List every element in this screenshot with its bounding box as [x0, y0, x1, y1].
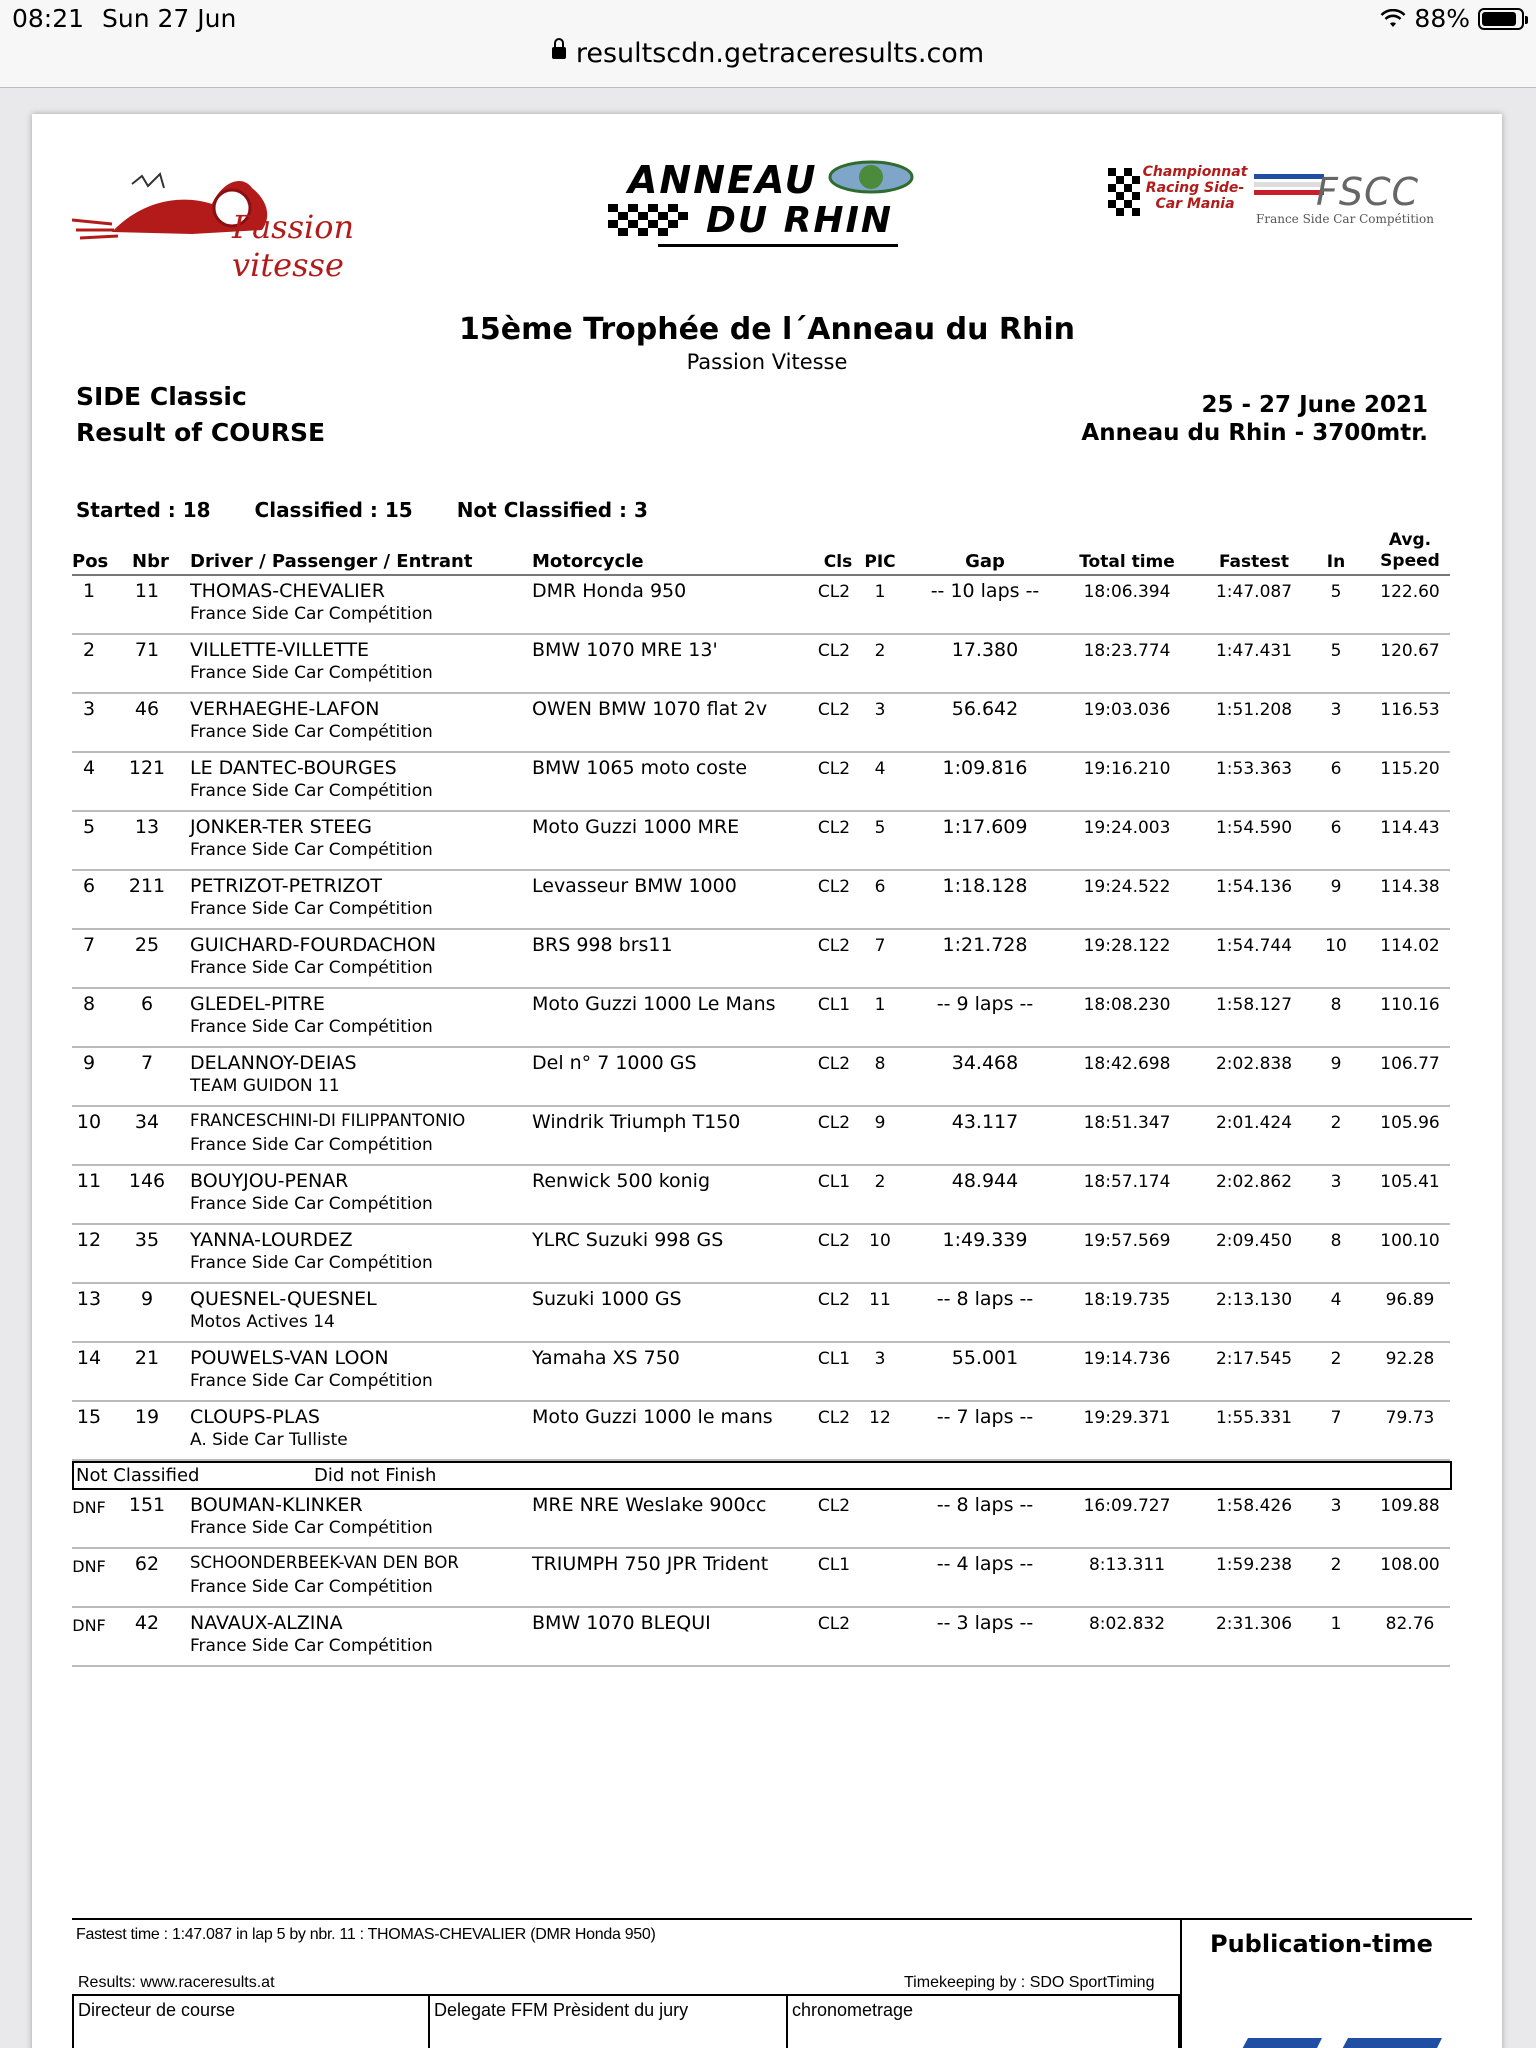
cell-pos: 11	[76, 1170, 102, 1192]
cell-moto: TRIUMPH 750 JPR Trident	[532, 1553, 769, 1575]
cell-cls: CL1	[817, 995, 851, 1015]
cell-pic: 2	[874, 1172, 886, 1192]
cell-in: 9	[1330, 1054, 1342, 1074]
cell-nbr: 7	[140, 1052, 154, 1074]
cell-cls: CL1	[817, 1349, 851, 1369]
cell-cls: CL2	[817, 641, 851, 661]
url-text: resultscdn.getraceresults.com	[575, 38, 985, 69]
cell-cls: CL1	[817, 1555, 851, 1575]
cell-total: 18:57.174	[1083, 1172, 1171, 1192]
cell-pos: 12	[76, 1229, 102, 1251]
cell-moto: Moto Guzzi 1000 Le Mans	[532, 993, 776, 1015]
cell-team: France Side Car Compétition	[190, 1017, 433, 1037]
cell-nbr: 42	[134, 1612, 160, 1634]
cell-team: France Side Car Compétition	[190, 1371, 433, 1391]
cell-pic: 1	[874, 995, 886, 1015]
status-right	[1380, 4, 1524, 33]
cell-total: 8:13.311	[1088, 1555, 1166, 1575]
cell-cls: CL2	[817, 1290, 851, 1310]
cell-speed: 82.76	[1385, 1614, 1435, 1634]
cell-driver: JONKER-TER STEEG	[190, 816, 373, 838]
cell-gap: 55.001	[951, 1347, 1019, 1369]
table-row	[72, 989, 1450, 1048]
racing-side-car-mania-text: Championnat Racing Side-Car Mania	[1142, 164, 1248, 212]
cell-pos: 13	[76, 1288, 102, 1310]
cell-team: Motos Actives 14	[190, 1312, 335, 1332]
cell-nbr: 6	[140, 993, 154, 1015]
cell-speed: 115.20	[1380, 759, 1440, 779]
cell-in: 6	[1330, 818, 1342, 838]
table-row	[72, 694, 1450, 753]
anneau-du-rhin-logo	[608, 158, 908, 248]
publication-label: Publication-time	[1210, 1930, 1433, 1958]
cell-pic: 8	[874, 1054, 886, 1074]
fscc-logo	[1108, 164, 1488, 234]
cell-moto: Suzuki 1000 GS	[532, 1288, 682, 1310]
cell-moto: BMW 1065 moto coste	[532, 757, 748, 779]
col-driver: Driver / Passenger / Entrant	[190, 551, 473, 572]
cell-fastest: 1:51.208	[1215, 700, 1293, 720]
globe-icon	[828, 160, 914, 194]
cell-speed: 79.73	[1385, 1408, 1435, 1428]
cell-team: France Side Car Compétition	[190, 1518, 433, 1538]
cell-pic: 4	[874, 759, 886, 779]
cell-in: 6	[1330, 759, 1342, 779]
cell-cls: CL2	[817, 818, 851, 838]
cell-pos: 9	[82, 1052, 96, 1074]
cell-driver: PETRIZOT-PETRIZOT	[190, 875, 383, 897]
cell-driver: POUWELS-VAN LOON	[190, 1347, 389, 1369]
battery-percent: 88%	[1414, 4, 1470, 33]
cell-nbr: 211	[128, 875, 166, 897]
cell-fastest: 1:55.331	[1215, 1408, 1293, 1428]
cell-nbr: 35	[134, 1229, 160, 1251]
cell-fastest: 2:13.130	[1215, 1290, 1293, 1310]
cell-team: France Side Car Compétition	[190, 840, 433, 860]
stat-classified: Classified : 15	[254, 498, 413, 522]
cell-moto: BMW 1070 MRE 13'	[532, 639, 718, 661]
col-fastest: Fastest	[1218, 552, 1290, 572]
cell-total: 18:42.698	[1083, 1054, 1171, 1074]
cell-speed: 105.96	[1380, 1113, 1440, 1133]
cell-driver: QUESNEL-QUESNEL	[190, 1288, 377, 1310]
col-nbr: Nbr	[132, 551, 169, 572]
cell-in: 1	[1330, 1614, 1342, 1634]
cell-cls: CL2	[817, 1054, 851, 1074]
cell-speed: 105.41	[1380, 1172, 1440, 1192]
cell-pos: 15	[76, 1406, 102, 1428]
cell-total: 19:24.522	[1083, 877, 1171, 897]
table-row	[72, 1225, 1450, 1284]
cell-pos: 4	[82, 757, 96, 779]
cell-speed: 110.16	[1380, 995, 1440, 1015]
cell-pic: 10	[869, 1231, 891, 1251]
cell-cls: CL1	[817, 1172, 851, 1192]
cell-gap: 1:21.728	[942, 934, 1028, 956]
cell-in: 9	[1330, 877, 1342, 897]
col-avg-label: Avg.	[1388, 530, 1432, 550]
col-total-time: Total time	[1079, 552, 1175, 572]
ffm-logo-icon	[1212, 2028, 1452, 2048]
event-dates: 25 - 27 June 2021	[1201, 392, 1428, 418]
cell-cls: CL2	[817, 1614, 851, 1634]
cell-pos: 14	[76, 1347, 102, 1369]
cell-nbr: 9	[140, 1288, 154, 1310]
checkered-flag-icon	[608, 204, 688, 238]
cell-fastest: 1:59.238	[1215, 1555, 1293, 1575]
cell-gap: 48.944	[951, 1170, 1019, 1192]
cell-in: 2	[1330, 1349, 1342, 1369]
cell-moto: YLRC Suzuki 998 GS	[532, 1229, 724, 1251]
cell-cls: CL2	[817, 1113, 851, 1133]
col-in: In	[1326, 552, 1346, 572]
cell-pos: 7	[82, 934, 96, 956]
cell-in: 5	[1330, 641, 1342, 661]
cell-moto: Levasseur BMW 1000	[532, 875, 737, 897]
cell-speed: 100.10	[1380, 1231, 1440, 1251]
cell-cls: CL2	[817, 1408, 851, 1428]
anneau-text: ANNEAU	[628, 158, 818, 202]
dnf-row	[72, 1490, 1450, 1549]
cell-driver: CLOUPS-PLAS	[190, 1406, 320, 1428]
fscc-text: FSCC	[1316, 170, 1420, 214]
cell-moto: OWEN BMW 1070 flat 2v	[532, 698, 768, 720]
cell-speed: 116.53	[1380, 700, 1440, 720]
cell-speed: 109.88	[1380, 1496, 1440, 1516]
cell-gap: -- 9 laps --	[936, 993, 1034, 1015]
cell-pic: 3	[874, 1349, 886, 1369]
cell-in: 10	[1325, 936, 1347, 956]
session-label: Result of COURSE	[76, 418, 326, 447]
cell-pic: 6	[874, 877, 886, 897]
cell-total: 18:23.774	[1083, 641, 1171, 661]
cell-moto: Renwick 500 konig	[532, 1170, 711, 1192]
cell-moto: Del n° 7 1000 GS	[532, 1052, 697, 1074]
stat-started: Started : 18	[76, 498, 211, 522]
cell-fastest: 2:02.838	[1215, 1054, 1293, 1074]
cell-team: France Side Car Compétition	[190, 899, 433, 919]
cell-nbr: 71	[134, 639, 160, 661]
cell-fastest: 2:31.306	[1215, 1614, 1293, 1634]
cell-in: 5	[1330, 582, 1342, 602]
cell-in: 2	[1330, 1113, 1342, 1133]
cell-team: France Side Car Compétition	[190, 781, 433, 801]
cell-pos: DNF	[72, 1616, 106, 1635]
cell-pic: 3	[874, 700, 886, 720]
cell-total: 19:16.210	[1083, 759, 1171, 779]
cell-total: 19:24.003	[1083, 818, 1171, 838]
cell-moto: Yamaha XS 750	[532, 1347, 680, 1369]
cell-total: 19:57.569	[1083, 1231, 1171, 1251]
col-pic: PIC	[864, 552, 896, 572]
cell-fastest: 2:01.424	[1215, 1113, 1293, 1133]
table-row	[72, 1048, 1450, 1107]
cell-team: France Side Car Compétition	[190, 663, 433, 683]
cell-speed: 122.60	[1380, 582, 1440, 602]
cell-nbr: 46	[134, 698, 160, 720]
lock-icon	[552, 47, 566, 59]
cell-driver: FRANCESCHINI-DI FILIPPANTONIO	[190, 1111, 466, 1130]
cell-pic: 7	[874, 936, 886, 956]
cell-pic: 11	[869, 1290, 891, 1310]
cell-speed: 96.89	[1385, 1290, 1435, 1310]
cell-fastest: 1:58.127	[1215, 995, 1293, 1015]
cell-speed: 120.67	[1380, 641, 1440, 661]
table-row	[72, 871, 1450, 930]
cell-in: 7	[1330, 1408, 1342, 1428]
cell-team: France Side Car Compétition	[190, 1194, 433, 1214]
cell-speed: 114.38	[1380, 877, 1440, 897]
cell-driver: GUICHARD-FOURDACHON	[190, 934, 437, 956]
cell-driver: YANNA-LOURDEZ	[190, 1229, 353, 1251]
cell-nbr: 19	[134, 1406, 160, 1428]
cell-gap: -- 10 laps --	[930, 580, 1040, 602]
cell-driver: NAVAUX-ALZINA	[190, 1612, 343, 1634]
cell-fastest: 1:58.426	[1215, 1496, 1293, 1516]
cell-total: 8:02.832	[1088, 1614, 1166, 1634]
cell-total: 18:51.347	[1083, 1113, 1171, 1133]
cell-nbr: 25	[134, 934, 160, 956]
cell-gap: 1:18.128	[942, 875, 1028, 897]
cell-total: 18:06.394	[1083, 582, 1171, 602]
cell-driver: GLEDEL-PITRE	[190, 993, 325, 1015]
cell-cls: CL2	[817, 582, 851, 602]
cell-pos: 1	[82, 580, 96, 602]
cell-driver: SCHOONDERBEEK-VAN DEN BOR	[190, 1553, 459, 1572]
cell-fastest: 1:47.087	[1215, 582, 1293, 602]
cell-pos: 5	[82, 816, 96, 838]
cell-total: 18:08.230	[1083, 995, 1171, 1015]
stat-not-classified: Not Classified : 3	[456, 498, 648, 522]
cell-driver: THOMAS-CHEVALIER	[190, 580, 385, 602]
french-stripes-icon	[1254, 172, 1324, 198]
status-time: 08:21	[12, 4, 85, 33]
cell-pos: 2	[82, 639, 96, 661]
col-cls: Cls	[823, 552, 853, 572]
cell-nbr: 11	[134, 580, 160, 602]
cell-gap: 1:49.339	[942, 1229, 1028, 1251]
cell-pic: 5	[874, 818, 886, 838]
cell-speed: 114.43	[1380, 818, 1440, 838]
url-bar[interactable]	[0, 36, 1536, 88]
col-avg-speed	[1372, 530, 1448, 572]
cell-gap: 43.117	[951, 1111, 1019, 1133]
cell-total: 16:09.727	[1083, 1496, 1171, 1516]
cell-driver: BOUYJOU-PENAR	[190, 1170, 349, 1192]
table-row	[72, 1284, 1450, 1343]
du-rhin-text: DU RHIN	[706, 200, 894, 241]
cell-speed: 92.28	[1385, 1349, 1435, 1369]
cell-gap: 56.642	[951, 698, 1019, 720]
event-subtitle: Passion Vitesse	[686, 350, 848, 374]
timekeeping-note: Timekeeping by : SDO SportTiming	[904, 1974, 1155, 1991]
cell-team: France Side Car Compétition	[190, 1636, 433, 1656]
signature-box-delegate: Delegate FFM Prèsident du jury	[428, 1996, 786, 2048]
category-label: SIDE Classic	[76, 382, 247, 411]
url-display[interactable]	[0, 38, 1536, 69]
cell-pic: 9	[874, 1113, 886, 1133]
cell-pos: DNF	[72, 1557, 106, 1576]
table-row	[72, 1402, 1450, 1461]
cell-in: 8	[1330, 995, 1342, 1015]
cell-gap: 17.380	[951, 639, 1019, 661]
cell-speed: 114.02	[1380, 936, 1440, 956]
fastest-lap-note: Fastest time : 1:47.087 in lap 5 by nbr. 11 : THOMAS-CHEVALIER (DMR Honda 950)	[76, 1926, 656, 1943]
cell-fastest: 1:54.136	[1215, 877, 1293, 897]
cell-nbr: 21	[134, 1347, 160, 1369]
table-row	[72, 812, 1450, 871]
cell-moto: MRE NRE Weslake 900cc	[532, 1494, 767, 1516]
cell-nbr: 13	[134, 816, 160, 838]
results-link[interactable]: Results: www.raceresults.at	[78, 1974, 275, 1991]
cell-fastest: 2:09.450	[1215, 1231, 1293, 1251]
cell-moto: BRS 998 brs11	[532, 934, 673, 956]
table-row	[72, 1107, 1450, 1166]
col-speed-label: Speed	[1380, 551, 1440, 571]
cell-cls: CL2	[817, 700, 851, 720]
cell-pos: 6	[82, 875, 96, 897]
cell-nbr: 121	[128, 757, 166, 779]
racing-flag-icon	[1108, 168, 1142, 228]
cell-cls: CL2	[817, 936, 851, 956]
cell-total: 19:14.736	[1083, 1349, 1171, 1369]
status-date: Sun 27 Jun	[102, 4, 237, 33]
cell-in: 3	[1330, 1496, 1342, 1516]
cell-nbr: 62	[134, 1553, 160, 1575]
cell-pic: 1	[874, 582, 886, 602]
cell-speed: 108.00	[1380, 1555, 1440, 1575]
dnf-row	[72, 1549, 1450, 1608]
col-motorcycle: Motorcycle	[532, 551, 644, 572]
cell-in: 4	[1330, 1290, 1342, 1310]
cell-fastest: 2:17.545	[1215, 1349, 1293, 1369]
cell-driver: VILLETTE-VILLETTE	[190, 639, 370, 661]
not-classified-bar	[72, 1461, 1452, 1490]
passion-script: Passion vitesse	[232, 208, 355, 284]
cell-pic: 12	[869, 1408, 891, 1428]
cell-pos: 8	[82, 993, 96, 1015]
cell-fastest: 1:54.590	[1215, 818, 1293, 838]
table-body	[72, 576, 1450, 1667]
cell-in: 3	[1330, 700, 1342, 720]
cell-gap: -- 3 laps --	[936, 1612, 1034, 1634]
cell-fastest: 1:53.363	[1215, 759, 1293, 779]
event-venue: Anneau du Rhin - 3700mtr.	[1081, 420, 1428, 446]
cell-nbr: 151	[128, 1494, 166, 1516]
cell-driver: VERHAEGHE-LAFON	[190, 698, 380, 720]
cell-moto: Windrik Triumph T150	[532, 1111, 741, 1133]
col-gap: Gap	[965, 551, 1005, 572]
table-header	[72, 516, 1450, 576]
cell-cls: CL2	[817, 759, 851, 779]
cell-moto: Moto Guzzi 1000 MRE	[532, 816, 740, 838]
battery-icon	[1478, 8, 1524, 30]
cell-team: TEAM GUIDON 11	[190, 1076, 340, 1096]
cell-cls: CL2	[817, 1231, 851, 1251]
cell-total: 18:19.735	[1083, 1290, 1171, 1310]
table-row	[72, 1343, 1450, 1402]
signature-boxes	[72, 1994, 1180, 2048]
cell-gap: 1:09.816	[942, 757, 1028, 779]
cell-driver: DELANNOY-DEIAS	[190, 1052, 357, 1074]
cell-in: 3	[1330, 1172, 1342, 1192]
results-document	[32, 114, 1502, 2048]
signature-box-director: Directeur de course	[72, 1996, 428, 2048]
cell-pic: 2	[874, 641, 886, 661]
wifi-icon	[1380, 9, 1406, 29]
col-pos: Pos	[72, 551, 109, 572]
cell-gap: -- 8 laps --	[936, 1494, 1034, 1516]
cell-gap: -- 4 laps --	[936, 1553, 1034, 1575]
cell-in: 8	[1330, 1231, 1342, 1251]
cell-team: A. Side Car Tulliste	[190, 1430, 348, 1450]
cell-in: 2	[1330, 1555, 1342, 1575]
signature-box-timing: chronometrage	[786, 1996, 1180, 2048]
dnf-label: Did not Finish	[314, 1465, 437, 1486]
cell-moto: BMW 1070 BLEQUI	[532, 1612, 711, 1634]
cell-cls: CL2	[817, 877, 851, 897]
cell-team: France Side Car Compétition	[190, 604, 433, 624]
cell-moto: Moto Guzzi 1000 le mans	[532, 1406, 773, 1428]
table-row	[72, 753, 1450, 812]
cell-fastest: 1:54.744	[1215, 936, 1293, 956]
cell-moto: DMR Honda 950	[532, 580, 687, 602]
table-row	[72, 930, 1450, 989]
cell-team: France Side Car Compétition	[190, 1577, 433, 1597]
cell-driver: BOUMAN-KLINKER	[190, 1494, 363, 1516]
cell-team: France Side Car Compétition	[190, 1253, 433, 1273]
cell-nbr: 34	[134, 1111, 160, 1133]
not-classified-label: Not Classified	[76, 1465, 200, 1486]
cell-fastest: 2:02.862	[1215, 1172, 1293, 1192]
cell-pos: 3	[82, 698, 96, 720]
cell-pos: DNF	[72, 1498, 106, 1517]
table-row	[72, 635, 1450, 694]
cell-team: France Side Car Compétition	[190, 722, 433, 742]
cell-speed: 106.77	[1380, 1054, 1440, 1074]
cell-nbr: 146	[128, 1170, 166, 1192]
table-row	[72, 1166, 1450, 1225]
cell-total: 19:03.036	[1083, 700, 1171, 720]
passion-vitesse-logo	[72, 160, 382, 290]
cell-gap: 1:17.609	[942, 816, 1028, 838]
cell-total: 19:29.371	[1083, 1408, 1171, 1428]
dnf-row	[72, 1608, 1450, 1667]
cell-team: France Side Car Compétition	[190, 958, 433, 978]
table-row	[72, 576, 1450, 635]
cell-team: France Side Car Compétition	[190, 1135, 433, 1155]
cell-total: 19:28.122	[1083, 936, 1171, 956]
cell-gap: -- 7 laps --	[936, 1406, 1034, 1428]
fscc-subtext: France Side Car Compétition	[1256, 212, 1434, 226]
cell-fastest: 1:47.431	[1215, 641, 1293, 661]
cell-gap: -- 8 laps --	[936, 1288, 1034, 1310]
cell-pos: 10	[76, 1111, 102, 1133]
anneau-underline	[658, 244, 898, 247]
cell-gap: 34.468	[951, 1052, 1019, 1074]
cell-cls: CL2	[817, 1496, 851, 1516]
status-bar	[0, 0, 1536, 36]
cell-driver: LE DANTEC-BOURGES	[190, 757, 397, 779]
event-title: 15ème Trophée de l´Anneau du Rhin	[459, 312, 1075, 347]
